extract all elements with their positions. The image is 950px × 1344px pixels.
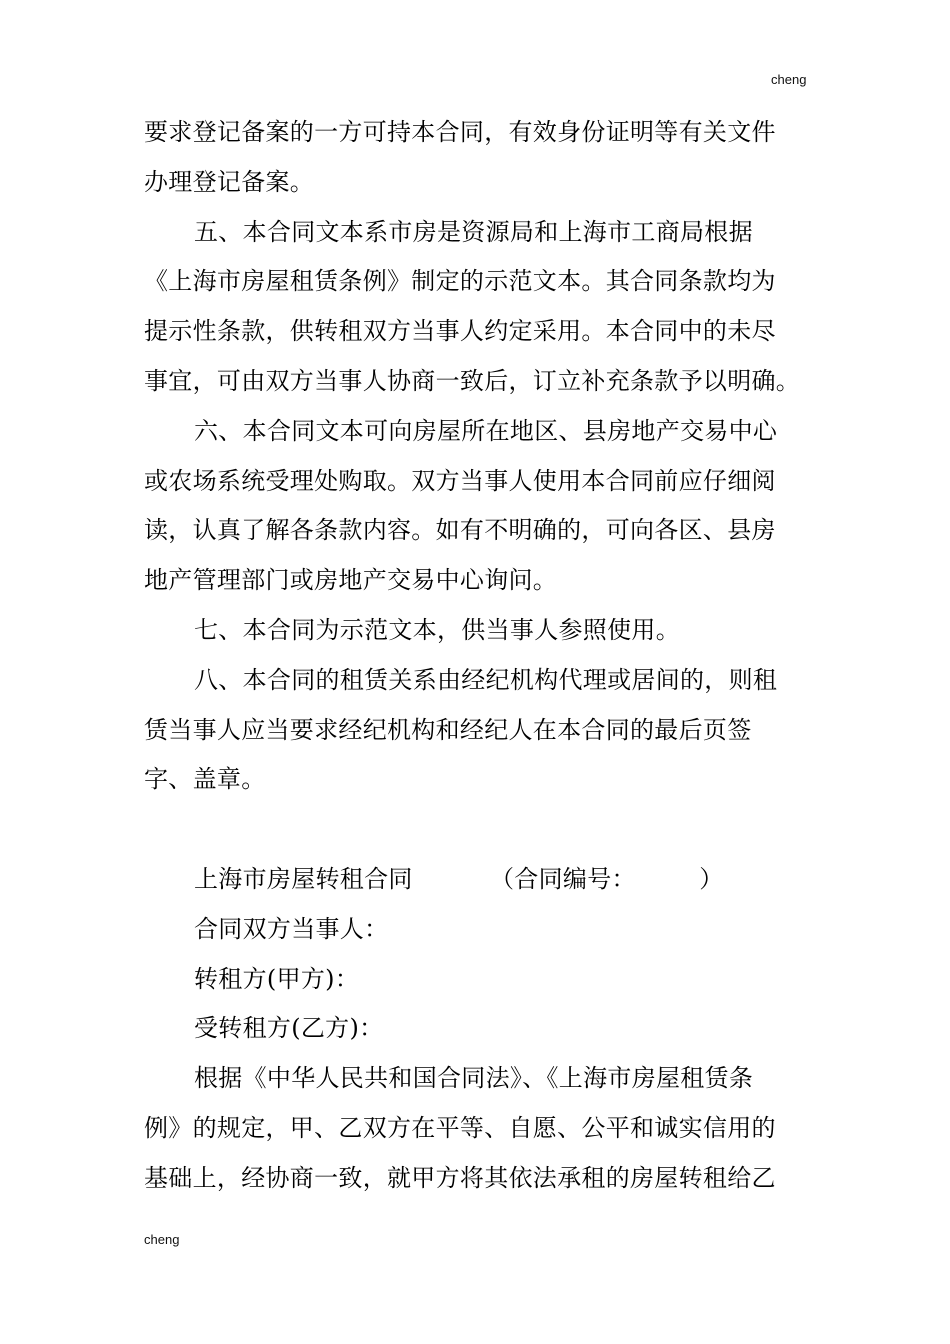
clause-seven-line: 七、本合同为示范文本，供当事人参照使用。 <box>194 615 680 644</box>
clause-eight-line: 赁当事人应当要求经纪机构和经纪人在本合同的最后页签 <box>144 715 752 744</box>
footer-mark: cheng <box>144 1232 180 1247</box>
contract-number-label: （合同编号： ） <box>490 864 724 893</box>
clause-five-line: 提示性条款，供转租双方当事人约定采用。本合同中的未尽 <box>144 317 776 346</box>
clause-six-line: 读，认真了解各条款内容。如有不明确的，可向各区、县房 <box>144 516 776 545</box>
contract-title: 上海市房屋转租合同 <box>194 864 413 893</box>
parties-label: 合同双方当事人： <box>194 914 389 943</box>
clause-five-line: 五、本合同文本系市房是资源局和上海市工商局根据 <box>194 217 753 246</box>
preamble-line: 根据《中华人民共和国合同法》、《上海市房屋租赁条 <box>194 1064 754 1093</box>
preamble-line: 例》的规定，甲、乙双方在平等、自愿、公平和诚实信用的 <box>144 1113 776 1142</box>
party-a-label: 转租方(甲方)： <box>194 964 360 993</box>
contract-title-line <box>144 855 844 905</box>
party-b-label: 受转租方(乙方)： <box>194 1014 384 1043</box>
clause-five-line: 事宜，可由双方当事人协商一致后，订立补充条款予以明确。 <box>144 366 801 395</box>
clause-eight-line: 字、盖章。 <box>144 765 266 794</box>
blank-line <box>144 805 844 855</box>
paragraph-line: 要求登记备案的一方可持本合同，有效身份证明等有关文件 <box>144 118 776 146</box>
clause-five-line: 《上海市房屋租赁条例》制定的示范文本。其合同条款均为 <box>144 267 776 296</box>
preamble-line: 基础上，经协商一致，就甲方将其依法承租的房屋转租给乙 <box>144 1163 776 1192</box>
clause-six-line: 六、本合同文本可向房屋所在地区、县房地产交易中心 <box>194 416 778 445</box>
clause-eight-line: 八、本合同的租赁关系由经纪机构代理或居间的，则租 <box>194 665 778 694</box>
header-mark: cheng <box>771 72 807 87</box>
paragraph-line: 办理登记备案。 <box>144 167 315 196</box>
clause-six-line: 或农场系统受理处购取。双方当事人使用本合同前应仔细阅 <box>144 466 776 495</box>
document-body <box>144 108 844 1204</box>
clause-six-line: 地产管理部门或房地产交易中心询问。 <box>144 566 558 595</box>
